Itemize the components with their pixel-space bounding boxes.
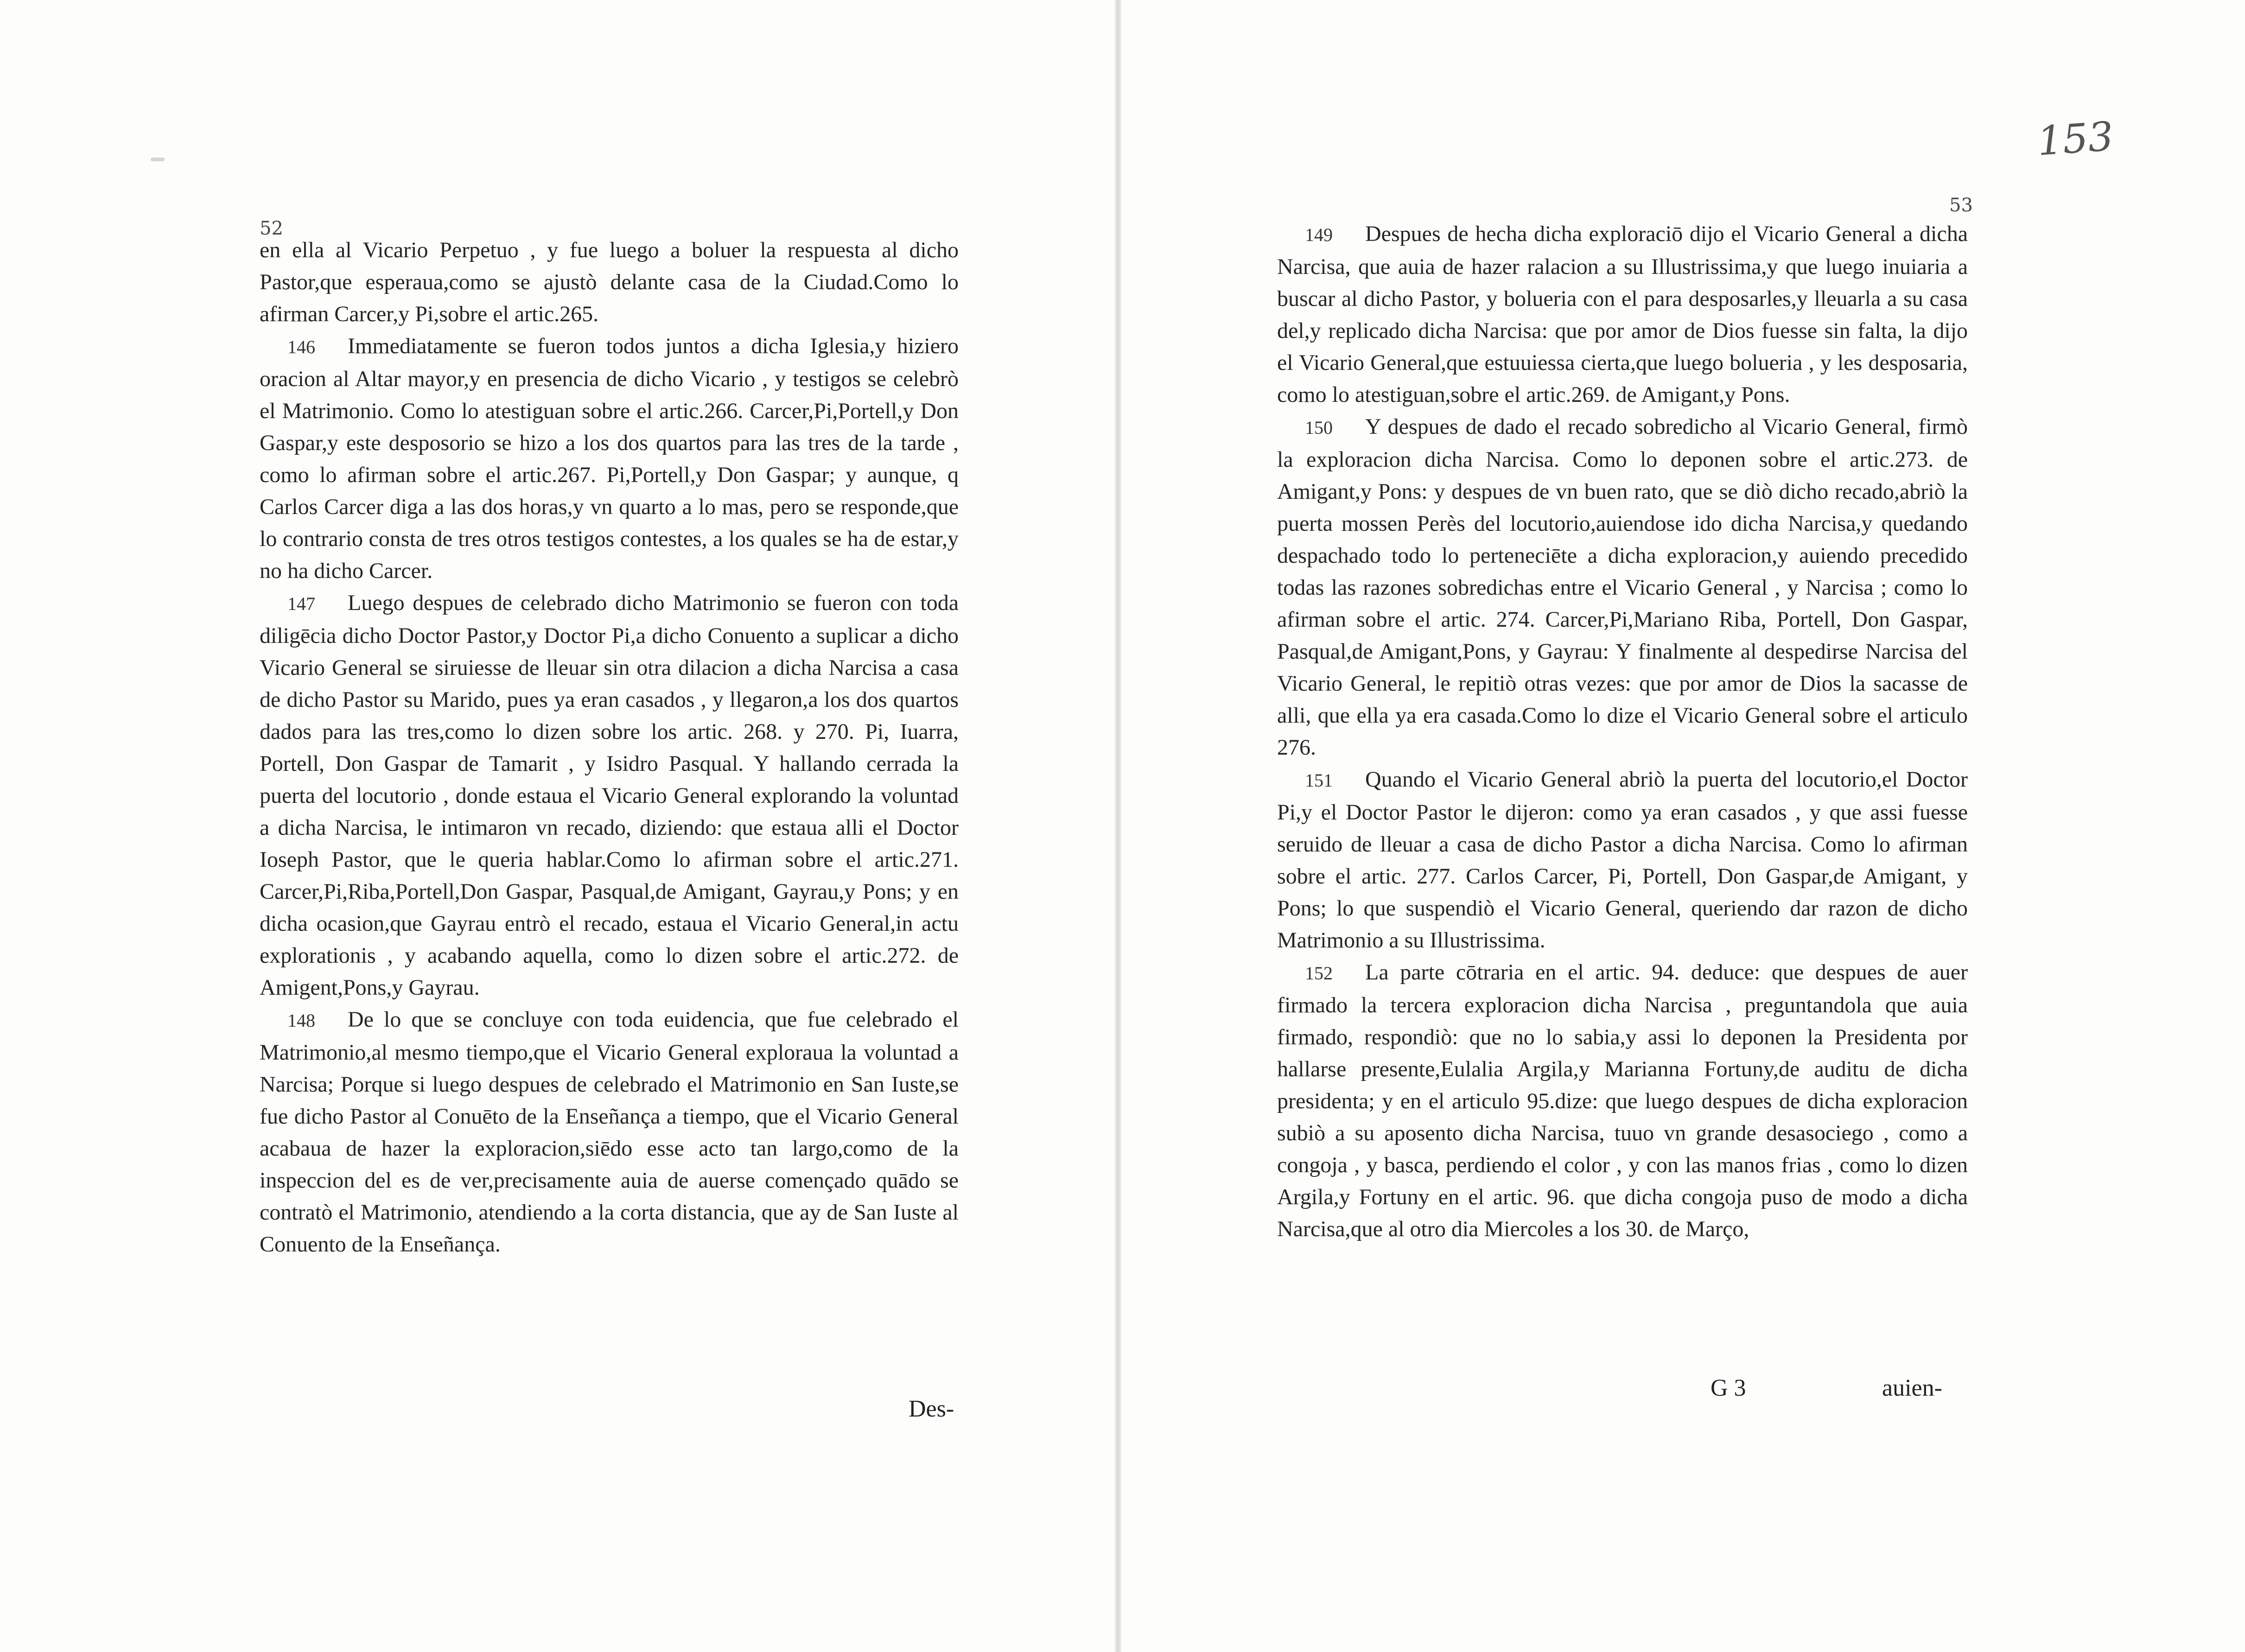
book-gutter bbox=[1115, 0, 1121, 1652]
paragraph-number: 147 bbox=[287, 593, 315, 614]
paragraph-text: en ella al Vicario Perpetuo , y fue luego a boluer la respuesta al dicho Pastor,que esperaua,como se ajustò delante casa de la Ciudad.Como lo afirman Carcer,y Pi,sobre el artic.265. bbox=[260, 238, 959, 326]
right-page-number: 53 bbox=[1949, 195, 1973, 216]
left-page bbox=[0, 0, 1115, 1652]
left-catchword: Des- bbox=[909, 1396, 954, 1422]
paragraph bbox=[260, 330, 959, 587]
left-page-number: 52 bbox=[260, 218, 283, 239]
handwritten-folio-number: 153 bbox=[2035, 113, 2115, 165]
left-text-block bbox=[260, 234, 959, 1260]
paragraph-text: De lo que se concluye con toda euidencia, que fue celebrado el Matrimonio,al mesmo tiempo,que el Vicario General exploraua la voluntad a Narcisa; Porque si luego despues de celebrado el Matrimonio en San Iuste,se fue dicho Pastor al Conuēto de la Enseñança a tiempo, que el Vicario General acabaua de hazer la exploracion,siēdo esse acto tan largo,como de la inspeccion del es de ver,precisamente auia de auerse començado quādo se contratò el Matrimonio, atendiendo a la corta distancia, que ay de San Iuste al Conuento de la Enseñança. bbox=[260, 1007, 959, 1257]
paragraph-number: 146 bbox=[287, 337, 315, 357]
paragraph bbox=[260, 587, 959, 1004]
paragraph-number: 148 bbox=[287, 1010, 315, 1031]
paragraph-number: 152 bbox=[1305, 963, 1333, 984]
right-text-block bbox=[1277, 218, 1968, 1245]
paragraph-text: Quando el Vicario General abriò la puerta del locutorio,el Doctor Pi,y el Doctor Pastor le dijeron: como ya eran casados , y que assi fuesse seruido de lleuar a casa de dicho Pastor a dicha Narcisa. Como lo afirman sobre el artic. 277. Carlos Carcer, Pi, Portell, Don Gaspar,de Amigant, y Pons; lo que suspendiò el Vicario General, queriendo dar razon de dicho Matrimonio a su Illustrissima. bbox=[1277, 767, 1968, 953]
paragraph-text: Despues de hecha dicha exploraciō dijo el Vicario General a dicha Narcisa, que auia de hazer ralacion a su Illustrissima,y que luego inuiaria a buscar al dicho Pastor, y bolueria con el para desposarles,y lleuarla a su casa del,y replicado dicha Narcisa: que por amor de Dios fuesse sin falta, la dijo el Vicario General,que estuuiessa cierta,que luego bolueria , y les desposaria, como lo atestiguan,sobre el artic.269. de Amigant,y Pons. bbox=[1277, 222, 1968, 407]
paragraph-text: La parte cōtraria en el artic. 94. deduce: que despues de auer firmado la tercera exploracion dicha Narcisa , preguntandola que auia firmado, respondiò: que no lo sabia,y assi lo deponen la Presidenta por hallarse presente,Eulalia Argila,y Marianna Fortuny,de auditu de dicha presidenta; y en el articulo 95.dize: que luego despues de dicha exploracion subiò a su aposento dicha Narcisa, tuuo vn grande desasociego , como a congoja , y basca, perdiendo el color , y con las manos frias , como lo dizen Argila,y Fortuny en el artic. 96. que dicha congoja puso de modo a dicha Narcisa,que al otro dia Miercoles a los 30. de Março, bbox=[1277, 960, 1968, 1241]
paragraph-text: Y despues de dado el recado sobredicho al Vicario General, firmò la exploracion dicha Narcisa. Como lo deponen sobre el artic.273. de Amigant,y Pons: y despues de vn buen rato, que se diò dicho recado,abriò la puerta mossen Perès del locutorio,auiendose ido dicha Narcisa,y quedando despachado todo lo perteneciēte a dicha exploracion,y auiendo precedido todas las razones sobredichas entre el Vicario General , y Narcisa ; como lo afirman sobre el artic. 274. Carcer,Pi,Mariano Riba, Portell, Don Gaspar, Pasqual,de Amigant,Pons, y Gayrau: Y finalmente al despedirse Narcisa del Vicario General, le repitiò otras vezes: que por amor de Dios la sacasse de alli, que ella ya era casada.Como lo dize el Vicario General sobre el articulo 276. bbox=[1277, 414, 1968, 760]
paragraph-text: Immediatamente se fueron todos juntos a dicha Iglesia,y hiziero oracion al Altar mayor,y en presencia de dicho Vicario , y testigos se celebrò el Matrimonio. Como lo atestiguan sobre el artic.266. Carcer,Pi,Portell,y Don Gaspar,y este desposorio se hizo a los dos quartos para las tres de la tarde , como lo afirman sobre el artic.267. Pi,Portell,y Don Gaspar; y aunque, q Carlos Carcer diga a las dos horas,y vn quarto a lo mas, pero se responde,que lo contrario consta de tres otros testigos contestes, a los quales se ha de estar,y no ha dicho Carcer. bbox=[260, 334, 959, 583]
paragraph bbox=[260, 1004, 959, 1260]
paragraph bbox=[1277, 218, 1968, 411]
paragraph bbox=[1277, 763, 1968, 956]
paragraph-text: Luego despues de celebrado dicho Matrimonio se fueron con toda diligēcia dicho Doctor Pastor,y Doctor Pi,a dicho Conuento a suplicar a dicho Vicario General se siruiesse de lleuar sin otra dilacion a dicha Narcisa a casa de dicho Pastor su Marido, pues ya eran casados , y llegaron,a los dos quartos dados para las tres,como lo dizen sobre los artic. 268. y 270. Pi, Iuarra, Portell, Don Gaspar de Tamarit , y Isidro Pasqual. Y hallando cerrada la puerta del locutorio , donde estaua el Vicario General explorando la voluntad a dicha Narcisa, le intimaron vn recado, diziendo: que estaua alli el Doctor Ioseph Pastor, que le queria hablar.Como lo afirman sobre el artic.271. Carcer,Pi,Riba,Portell,Don Gaspar, Pasqual,de Amigant, Gayrau,y Pons; y en dicha ocasion,que Gayrau entrò el recado, estaua el Vicario General,in actu explorationis , y acabando aquella, como lo dizen sobre el artic.272. de Amigent,Pons,y Gayrau. bbox=[260, 591, 959, 1000]
right-page bbox=[1121, 0, 2245, 1652]
paragraph bbox=[1277, 956, 1968, 1245]
paragraph-number: 151 bbox=[1305, 770, 1333, 791]
paragraph bbox=[1277, 411, 1968, 763]
paragraph-number: 149 bbox=[1305, 224, 1333, 245]
paragraph-number: 150 bbox=[1305, 417, 1333, 438]
paragraph bbox=[260, 234, 959, 330]
signature-mark: G 3 bbox=[1711, 1375, 1746, 1401]
right-catchword: auien- bbox=[1882, 1375, 1942, 1401]
